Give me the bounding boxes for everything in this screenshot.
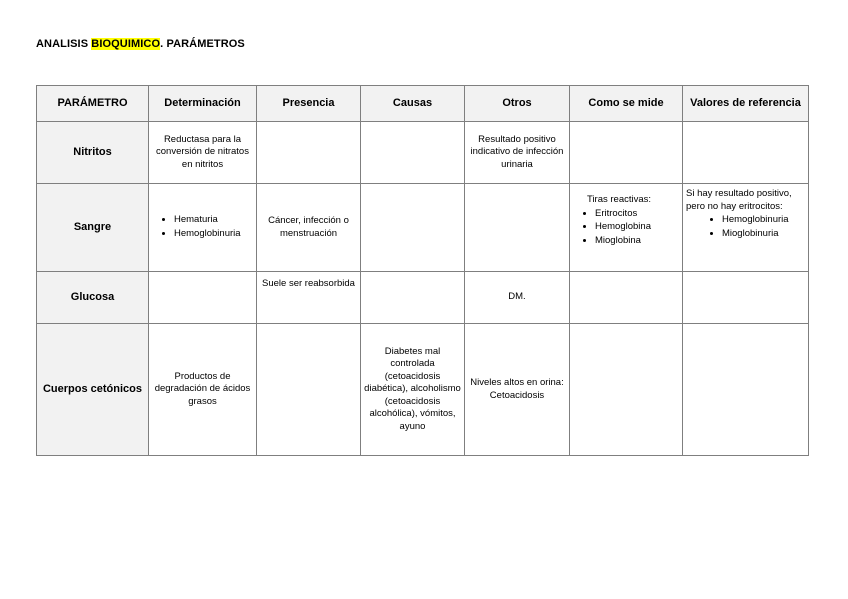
parameters-table — [36, 85, 809, 456]
table-row — [37, 272, 809, 324]
header-otros: Otros — [465, 86, 570, 122]
table-row — [37, 184, 809, 272]
header-valores-referencia: Valores de referencia — [683, 86, 809, 122]
cell-cuerpos-presencia — [257, 324, 361, 456]
list-item: • Hematuria — [174, 214, 253, 227]
cell-glucosa-determinacion — [149, 272, 257, 324]
title-suffix: . PARÁMETROS — [160, 38, 245, 50]
header-presencia: Presencia — [257, 86, 361, 122]
list-item: • Eritrocitos — [595, 208, 679, 221]
title-prefix: ANALISIS — [36, 38, 92, 50]
cell-nitritos-determinacion: Reductasa para la conversión de nitratos en nitritos — [149, 122, 257, 184]
cell-nitritos-valores — [683, 122, 809, 184]
header-causas: Causas — [361, 86, 465, 122]
cell-cuerpos-valores — [683, 324, 809, 456]
cell-glucosa-valores — [683, 272, 809, 324]
param-cuerpos-cetonicos: Cuerpos cetónicos — [37, 324, 149, 456]
cell-glucosa-causas — [361, 272, 465, 324]
title-highlight: BIOQUIMICO — [91, 38, 161, 50]
cell-sangre-presencia: Cáncer, infección o menstruación — [257, 184, 361, 272]
list-item: • Mioglobinuria — [722, 228, 805, 241]
header-row — [37, 86, 809, 122]
header-parametro: PARÁMETRO — [37, 86, 149, 122]
cell-glucosa-como — [570, 272, 683, 324]
cell-sangre-causas — [361, 184, 465, 272]
list-item: • Mioglobina — [595, 235, 679, 248]
bullet-list — [686, 214, 805, 240]
cell-cuerpos-determinacion: Productos de degradación de ácidos grasos — [149, 324, 257, 456]
bullet-list — [152, 214, 253, 240]
cell-sangre-como — [570, 184, 683, 272]
cell-sangre-determinacion — [149, 184, 257, 272]
cell-nitritos-como — [570, 122, 683, 184]
header-como-se-mide: Como se mide — [570, 86, 683, 122]
cell-glucosa-otros: DM. — [465, 272, 570, 324]
cell-nitritos-causas — [361, 122, 465, 184]
table-row — [37, 324, 809, 456]
cell-cuerpos-causas: Diabetes mal controlada (cetoacidosis diabética), alcoholismo (cetoacidosis alcohólica), vómitos, ayuno — [361, 324, 465, 456]
list-item: • Hemoglobina — [595, 221, 679, 234]
document-title — [36, 38, 245, 50]
cell-nitritos-presencia — [257, 122, 361, 184]
param-sangre: Sangre — [37, 184, 149, 272]
list-item: • Hemoglobinuria — [722, 214, 805, 227]
como-intro: Tiras reactivas: — [587, 194, 652, 205]
list-item: • Hemoglobinuria — [174, 228, 253, 241]
cell-sangre-valores — [683, 184, 809, 272]
cell-cuerpos-como — [570, 324, 683, 456]
header-determinacion: Determinación — [149, 86, 257, 122]
cell-glucosa-presencia: Suele ser reabsorbida — [257, 272, 361, 324]
param-nitritos: Nitritos — [37, 122, 149, 184]
param-glucosa: Glucosa — [37, 272, 149, 324]
table-row — [37, 122, 809, 184]
cell-sangre-otros — [465, 184, 570, 272]
bullet-list — [573, 208, 679, 248]
valores-intro: Si hay resultado positivo, pero no hay eritrocitos: — [686, 188, 792, 212]
cell-nitritos-otros: Resultado positivo indicativo de infección urinaria — [465, 122, 570, 184]
cell-cuerpos-otros: Niveles altos en orina: Cetoacidosis — [465, 324, 570, 456]
